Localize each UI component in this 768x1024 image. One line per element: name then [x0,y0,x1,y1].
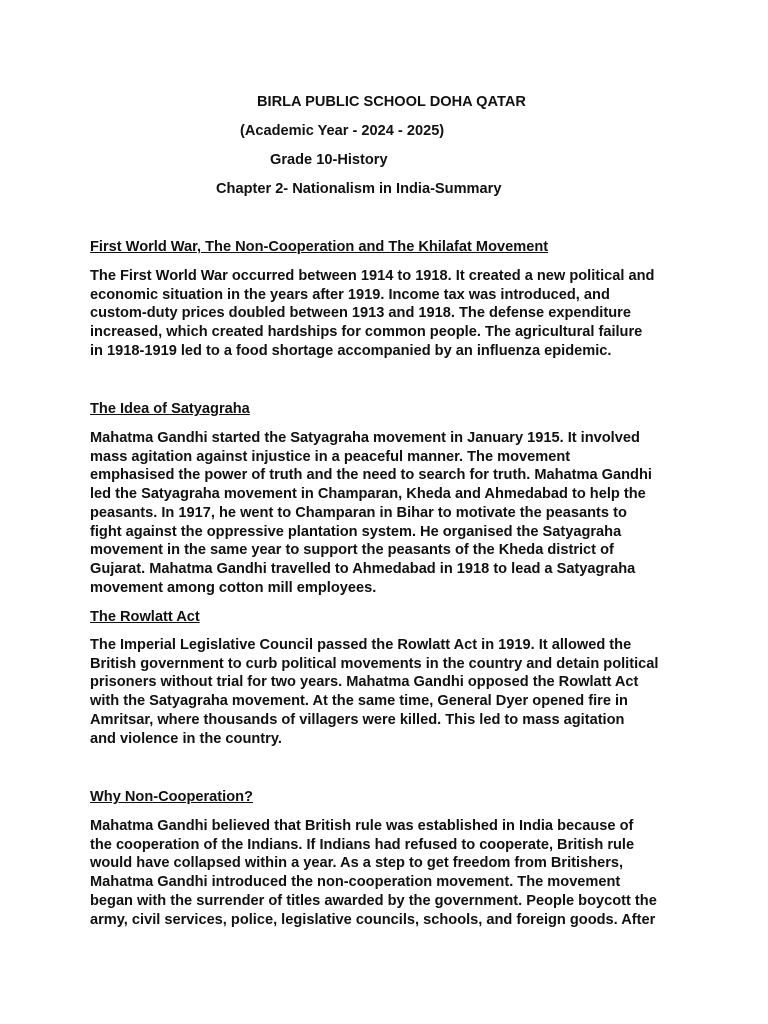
body-line: custom-duty prices doubled between 1913 and 1918. The defense expenditure [90,305,631,322]
section-title-why-non-cooperation: Why Non-Cooperation? [90,789,253,805]
body-line: British government to curb political movements in the country and detain political [90,655,659,672]
section-body-rowlatt-act [90,636,690,748]
body-line: mass agitation against injustice in a peaceful manner. The movement [90,448,571,465]
body-line: would have collapsed within a year. As a step to get freedom from Britishers, [90,855,624,872]
body-line: movement among cotton mill employees. [90,579,377,596]
body-line: The Imperial Legislative Council passed the Rowlatt Act in 1919. It allowed the [90,637,632,653]
body-line: prisoners without trial for two years. Mahatma Gandhi opposed the Rowlatt Act [90,674,639,691]
body-line: emphasised the power of truth and the need to search for truth. Mahatma Gandhi [90,467,652,484]
body-line: in 1918-1919 led to a food shortage accompanied by an influenza epidemic. [90,342,612,359]
school-name: BIRLA PUBLIC SCHOOL DOHA QATAR [257,94,526,110]
body-line: led the Satyagraha movement in Champaran, Kheda and Ahmedabad to help the [90,486,646,503]
body-line: economic situation in the years after 1919. Income tax was introduced, and [90,286,610,303]
body-line: and violence in the country. [90,730,282,747]
body-line: the cooperation of the Indians. If Indians had refused to cooperate, British rule [90,836,635,853]
section-title-first-world-war: First World War, The Non-Cooperation and The Khilafat Movement [90,239,549,255]
body-line: Mahatma Gandhi believed that British rule was established in India because of [90,818,634,834]
body-line: increased, which created hardships for common people. The agricultural failure [90,324,643,341]
section-body-satyagraha [90,429,690,597]
section-title-satyagraha: The Idea of Satyagraha [90,401,250,417]
academic-year: (Academic Year - 2024 - 2025) [240,123,445,139]
body-line: Amritsar, where thousands of villagers were killed. This led to mass agitation [90,711,625,728]
section-body-why-non-cooperation [90,817,690,929]
chapter-title: Chapter 2- Nationalism in India-Summary [216,181,502,197]
body-line: with the Satyagraha movement. At the same time, General Dyer opened fire in [90,693,628,710]
body-line: movement in the same year to support the peasants of the Kheda district of [90,542,614,559]
body-line: Mahatma Gandhi introduced the non-cooperation movement. The movement [90,874,621,891]
body-line: The First World War occurred between 1914 to 1918. It created a new political and [90,268,655,284]
body-line: began with the surrender of titles awarded by the government. People boycott the [90,892,657,909]
body-line: peasants. In 1917, he went to Champaran in Bihar to motivate the peasants to [90,504,627,521]
body-line: fight against the oppressive plantation system. He organised the Satyagraha [90,523,622,540]
section-body-first-world-war [90,267,690,361]
body-line: Mahatma Gandhi started the Satyagraha movement in January 1915. It involved [90,430,640,446]
body-line: army, civil services, police, legislative councils, schools, and foreign goods. After [90,911,656,928]
section-title-rowlatt-act: The Rowlatt Act [90,609,200,625]
body-line: Gujarat. Mahatma Gandhi travelled to Ahmedabad in 1918 to lead a Satyagraha [90,560,636,577]
grade-title: Grade 10-History [270,152,388,168]
